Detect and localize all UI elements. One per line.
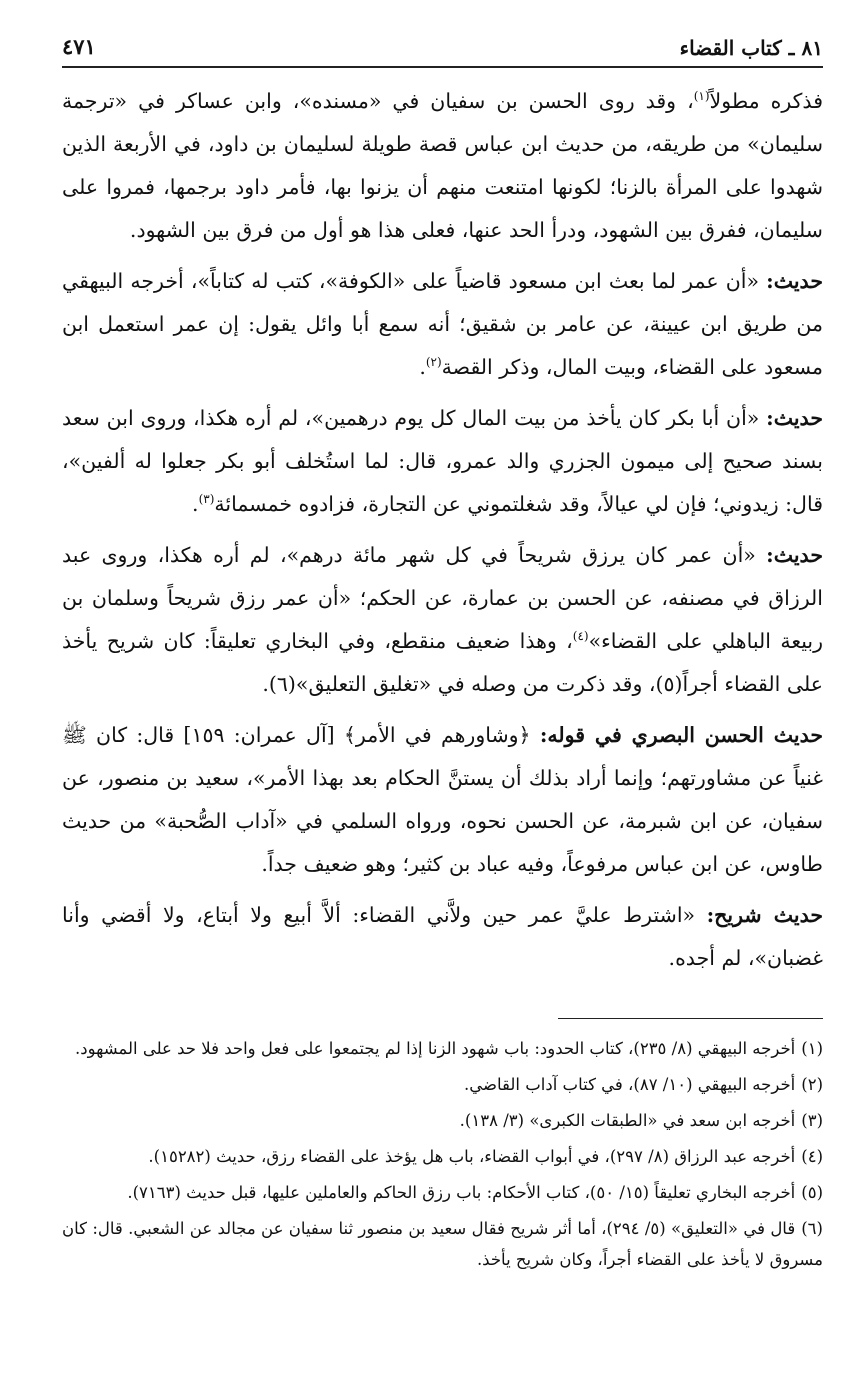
main-text <box>62 80 823 980</box>
footnote-number: (١) <box>801 1039 823 1058</box>
footnote-number: (٢) <box>801 1075 823 1094</box>
footnote <box>62 1213 823 1275</box>
paragraph-text: «أن عمر كان يرزق شريحاً في كل شهر مائة درهم»، لم أره هكذا، وروى عبد الرزاق في مصنفه، عن الحسن بن عمارة، عن الحكم؛ «أن عمر رزق شريحاً وسلمان بن ربيعة الباهلي على القضاء» <box>62 543 823 653</box>
footnote-text: أخرجه عبد الرزاق (٨/ ٢٩٧)، في أبواب القضاء، باب هل يؤخذ على القضاء رزق، حديث (١٥٢٨٢). <box>148 1147 796 1166</box>
footnote-number: (٣) <box>801 1111 823 1130</box>
footnote <box>62 1033 823 1064</box>
footnote-marker: (٢) <box>425 355 442 370</box>
paragraph-text: «أن أبا بكر كان يأخذ من بيت المال كل يوم درهمين»، لم أره هكذا، وروى ابن سعد بسند صحيح إلى ميمون الجزري والد عمرو، قال: لما استُخلف أبو بكر جعلوا له ألفين»، قال: زيدوني؛ فإن لي عيالاً، وقد شغلتموني عن التجارة، فزادوه خمسمائة <box>62 406 823 516</box>
paragraph-lead: حديث شريح: <box>706 903 824 927</box>
footnote-number: (٤) <box>801 1147 823 1166</box>
paragraph-text: ، وقد روى الحسن بن سفيان في «مسنده»، وابن عساكر في «ترجمة سليمان» من طريقه، من حديث ابن عباس قصة طويلة لسليمان بن داود، في الأربعة الذين شهدوا على المرأة بالزنا؛ لكونها امتنعت منهم أن يزنوا بها، فأمر داود برجمها، فمروا على سليمان، ففرق بين الشهود، ودرأ الحد عنها، فعلى هذا هو أول من فرق بين الشهود. <box>62 89 823 242</box>
paragraph <box>62 80 823 252</box>
paragraph <box>62 534 823 706</box>
page-number: ٤٧١ <box>62 34 96 59</box>
paragraph <box>62 894 823 980</box>
paragraph-text: فذكره مطولاً <box>709 89 823 113</box>
footnote-text: أخرجه البخاري تعليقاً (١٥/ ٥٠)، كتاب الأحكام: باب رزق الحاكم والعاملين عليها، قبل حديث (٧١٦٣). <box>127 1183 796 1202</box>
footnote <box>62 1177 823 1208</box>
footnote <box>62 1069 823 1100</box>
paragraph-lead: حديث: <box>766 543 823 567</box>
footnotes <box>62 1033 823 1275</box>
footnote-text: أخرجه البيهقي (١٠/ ٨٧)، في كتاب آداب القاضي. <box>464 1075 796 1094</box>
footnote <box>62 1141 823 1172</box>
paragraph <box>62 260 823 389</box>
chapter-title: ٨١ ـ كتاب القضاء <box>679 36 823 60</box>
paragraph-text: «اشترط عليَّ عمر حين ولاَّني القضاء: ألاَّ أبيع ولا أبتاع، ولا أقضي وأنا غضبان»، لم أجده. <box>62 903 823 970</box>
footnote-text: أخرجه ابن سعد في «الطبقات الكبرى» (٣/ ١٣٨). <box>459 1111 796 1130</box>
paragraph-text: ، وهذا ضعيف منقطع، وفي البخاري تعليقاً: كان شريح يأخذ على القضاء أجراً(٥)، وقد ذكرت من وصله في «تغليق التعليق»(٦). <box>62 629 823 696</box>
paragraph-text: . <box>419 355 426 379</box>
paragraph-lead: حديث: <box>766 406 823 430</box>
paragraph-text: «أن عمر لما بعث ابن مسعود قاضياً على «الكوفة»، كتب له كتاباً»، أخرجه البيهقي من طريق ابن عيينة، عن عامر بن شقيق؛ أنه سمع أبا وائل يقول: إن عمر استعمل ابن مسعود على القضاء، وبيت المال، وذكر القصة <box>62 269 823 379</box>
footnote <box>62 1105 823 1136</box>
paragraph-lead: حديث: <box>766 269 823 293</box>
footnote-number: (٥) <box>801 1183 823 1202</box>
footnote-marker: (٣) <box>198 492 215 507</box>
paragraph <box>62 714 823 886</box>
paragraph <box>62 397 823 526</box>
footnote-marker: (٤) <box>572 629 589 644</box>
footnote-marker: (١) <box>693 89 710 104</box>
footnote-text: أخرجه البيهقي (٨/ ٢٣٥)، كتاب الحدود: باب شهود الزنا إذا لم يجتمعوا على فعل واحد فلا حد على المشهود. <box>74 1039 796 1058</box>
paragraph-lead: حديث الحسن البصري في قوله: <box>539 723 824 747</box>
footnote-text: قال في «التعليق» (٥/ ٢٩٤)، أما أثر شريح فقال سعيد بن منصور ثنا سفيان عن مجالد عن الشعبي. قال: كان مسروق لا يأخذ على القضاء أجراً، وكان شريح يأخذ. <box>62 1219 823 1269</box>
footnote-divider <box>558 1018 823 1019</box>
paragraph-text: . <box>192 492 199 516</box>
footnote-number: (٦) <box>801 1219 823 1238</box>
page-header <box>62 0 823 68</box>
paragraph-text: ﴿وشاورهم في الأمر﴾ [آل عمران: ١٥٩] قال: كان ﷺ غنياً عن مشاورتهم؛ وإنما أراد بذلك أن يستنَّ الحكام بعد بهذا الأمر»، سعيد بن منصور، عن سفيان، عن ابن شبرمة، عن الحسن نحوه، ورواه السلمي في «آداب الصُّحبة» من حديث طاوس، عن ابن عباس مرفوعاً، وفيه عباد بن كثير؛ وهو ضعيف جداً. <box>62 723 823 876</box>
